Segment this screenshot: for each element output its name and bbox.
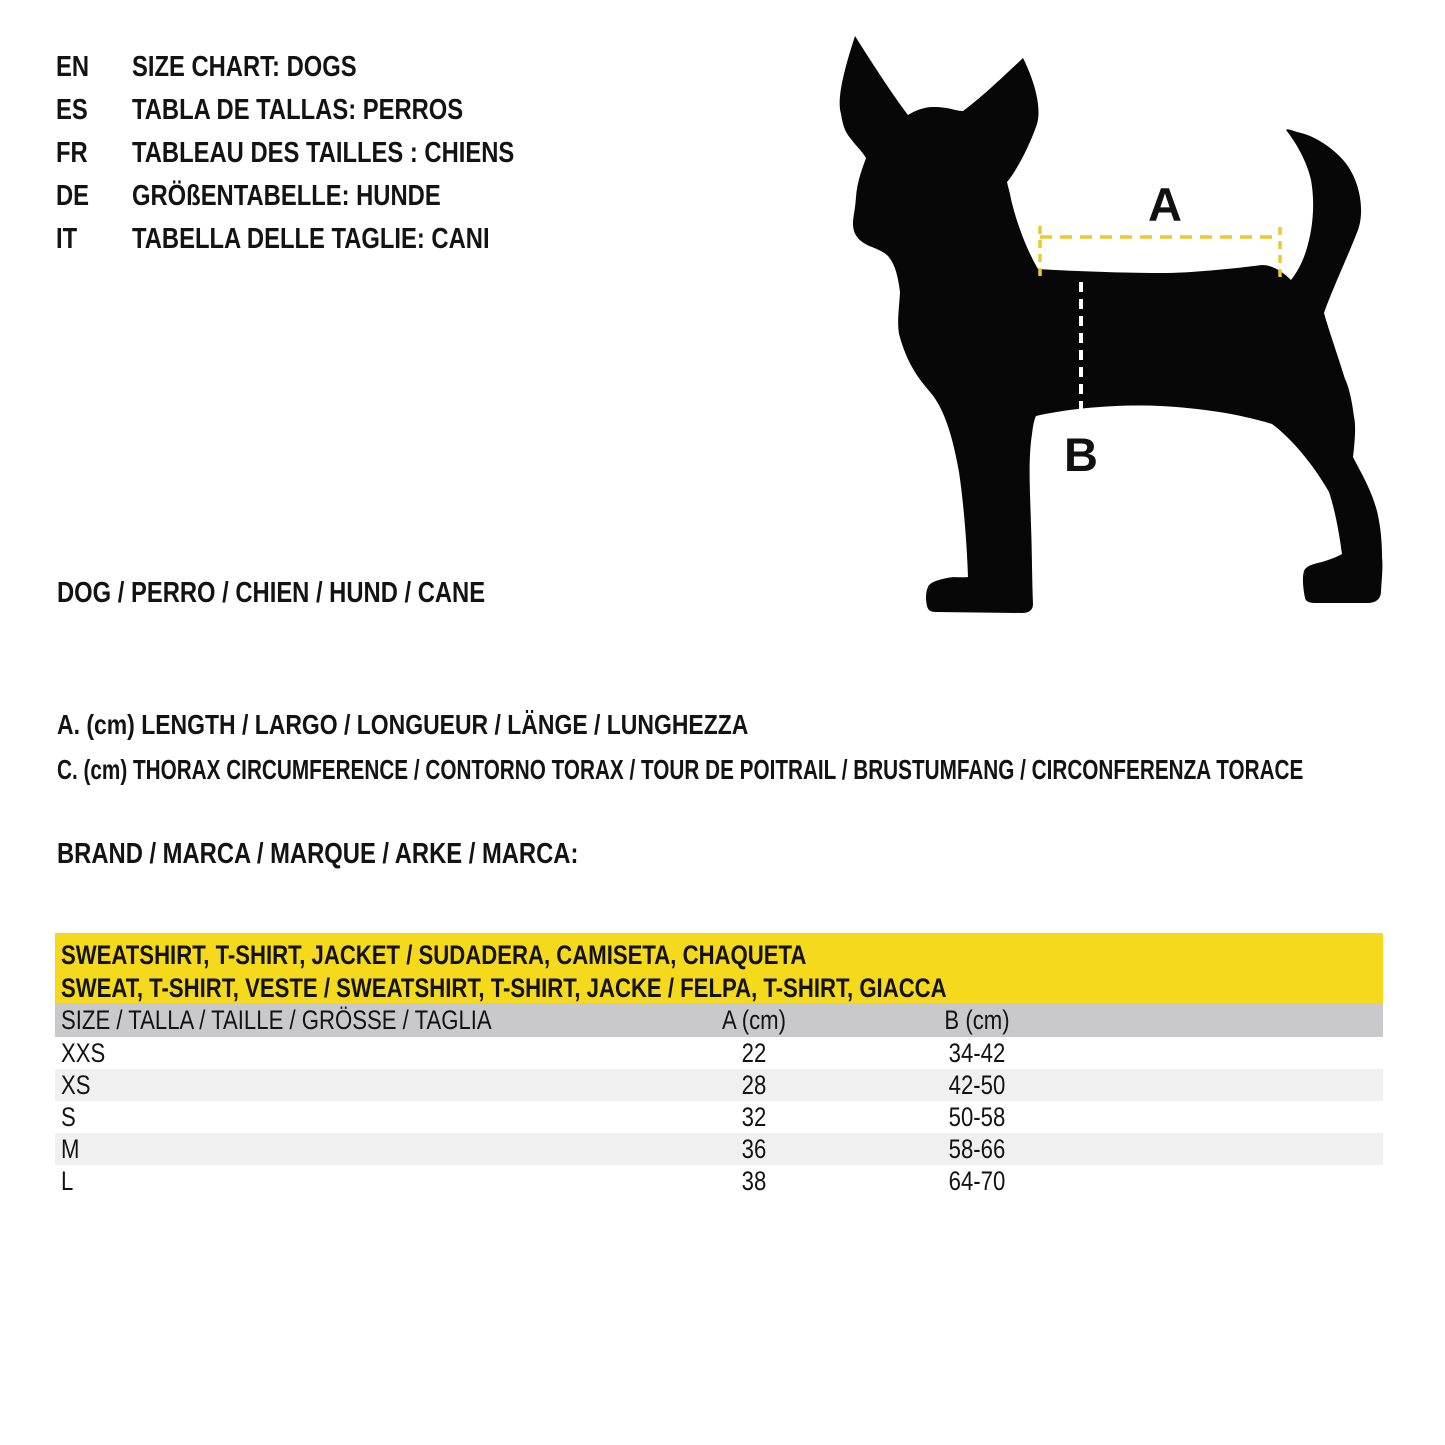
language-title: TABELLA DELLE TAGLIE: CANI bbox=[132, 223, 490, 255]
size-value: S bbox=[61, 1102, 76, 1132]
measurement-c-description: C. (cm) THORAX CIRCUMFERENCE / CONTORNO TORAX / TOUR DE POITRAIL / BRUSTUMFANG / CIRCONFERENZA TORACE bbox=[57, 754, 1304, 785]
language-code: IT bbox=[56, 223, 78, 255]
language-title: TABLEAU DES TAILLES : CHIENS bbox=[132, 137, 515, 169]
table-title-line-2: SWEAT, T-SHIRT, VESTE / SWEATSHIRT, T-SHIRT, JACKE / FELPA, T-SHIRT, GIACCA bbox=[61, 973, 947, 1003]
a-value: 22 bbox=[741, 1038, 767, 1068]
a-value: 38 bbox=[741, 1166, 767, 1196]
column-header-b: B (cm) bbox=[944, 1005, 1010, 1035]
size-table bbox=[55, 933, 1383, 1197]
language-list bbox=[56, 46, 598, 261]
language-title: SIZE CHART: DOGS bbox=[132, 51, 357, 83]
measurement-a-description: A. (cm) LENGTH / LARGO / LONGUEUR / LÄNGE / LUNGHEZZA bbox=[57, 709, 749, 740]
column-header-size: SIZE / TALLA / TAILLE / GRÖSSE / TAGLIA bbox=[61, 1005, 492, 1035]
a-value: 32 bbox=[741, 1102, 767, 1132]
language-row bbox=[56, 46, 598, 89]
language-row bbox=[56, 89, 598, 132]
table-row-m bbox=[55, 1133, 1383, 1165]
measure-b-label: B bbox=[1064, 428, 1098, 481]
table-column-header-row bbox=[55, 1003, 1383, 1037]
b-value: 42-50 bbox=[948, 1070, 1006, 1100]
table-title-line-1: SWEATSHIRT, T-SHIRT, JACKET / SUDADERA, CAMISETA, CHAQUETA bbox=[61, 940, 807, 970]
size-value: L bbox=[61, 1166, 74, 1196]
size-value: M bbox=[61, 1134, 80, 1164]
language-code: ES bbox=[56, 94, 88, 126]
brand-line: BRAND / MARCA / MARQUE / ARKE / MARCA: bbox=[57, 838, 579, 870]
size-value: XS bbox=[61, 1070, 91, 1100]
language-code: EN bbox=[56, 51, 90, 83]
b-value: 58-66 bbox=[948, 1134, 1006, 1164]
measure-a-label: A bbox=[1148, 178, 1182, 231]
b-value: 64-70 bbox=[948, 1166, 1006, 1196]
table-title-banner bbox=[55, 933, 1383, 1003]
a-value: 28 bbox=[741, 1070, 767, 1100]
b-value: 50-58 bbox=[948, 1102, 1006, 1132]
animal-caption: DOG / PERRO / CHIEN / HUND / CANE bbox=[57, 577, 486, 609]
language-row bbox=[56, 132, 598, 175]
b-value: 34-42 bbox=[948, 1038, 1006, 1068]
dog-diagram bbox=[820, 20, 1440, 650]
column-header-a: A (cm) bbox=[722, 1005, 786, 1035]
language-code: FR bbox=[56, 137, 88, 169]
language-row bbox=[56, 175, 598, 218]
language-code: DE bbox=[56, 180, 90, 212]
language-title: TABLA DE TALLAS: PERROS bbox=[132, 94, 464, 126]
language-title: GRÖßENTABELLE: HUNDE bbox=[132, 180, 441, 212]
table-row-s bbox=[55, 1101, 1383, 1133]
size-value: XXS bbox=[61, 1038, 106, 1068]
language-row bbox=[56, 218, 598, 261]
table-row-xs bbox=[55, 1069, 1383, 1101]
dog-silhouette-image bbox=[840, 36, 1383, 613]
table-row-l bbox=[55, 1165, 1383, 1197]
table-row-xxs bbox=[55, 1037, 1383, 1069]
a-value: 36 bbox=[741, 1134, 767, 1164]
